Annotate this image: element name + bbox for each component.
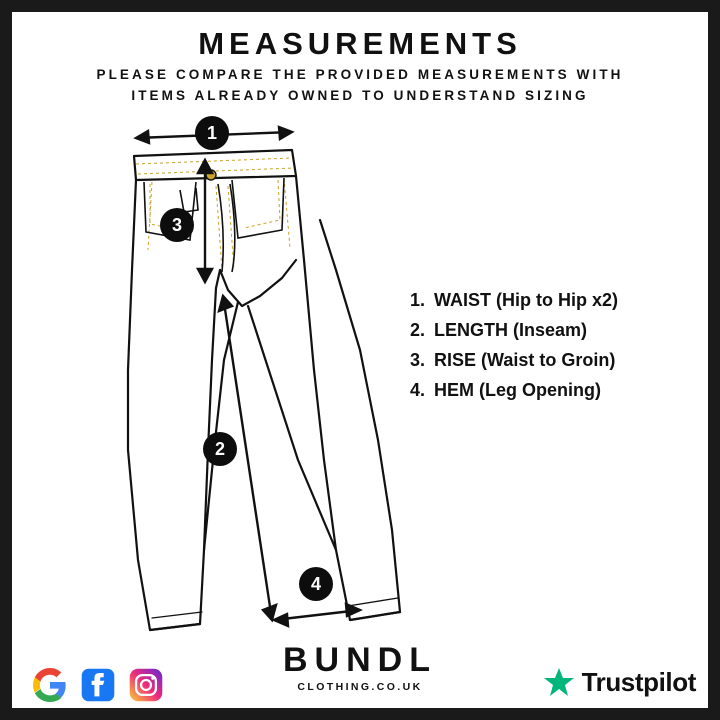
legend-label: LENGTH (Inseam) xyxy=(434,320,588,340)
instagram-icon[interactable] xyxy=(128,667,164,703)
brand-domain: CLOTHING.CO.UK xyxy=(297,681,423,693)
legend-item-waist xyxy=(404,290,694,311)
facebook-icon[interactable] xyxy=(80,667,116,703)
brand-logo xyxy=(260,642,460,693)
marker-length: 2 xyxy=(203,432,237,466)
legend-item-length xyxy=(404,320,694,341)
legend-number: 2. xyxy=(409,320,425,340)
hem-dimension-arrow xyxy=(274,604,360,626)
marker-waist: 1 xyxy=(195,116,229,150)
brand-name: BUNDL xyxy=(283,641,437,679)
legend-number: 3. xyxy=(409,350,425,370)
google-icon[interactable] xyxy=(32,667,68,703)
subtitle-line-2: ITEMS ALREADY OWNED TO UNDERSTAND SIZING xyxy=(131,88,589,103)
jeans-diagram xyxy=(92,120,412,640)
trustpilot-star-icon xyxy=(543,666,575,698)
marker-hem: 4 xyxy=(299,567,333,601)
legend-label: WAIST (Hip to Hip x2) xyxy=(434,290,618,310)
legend-label: HEM (Leg Opening) xyxy=(434,380,601,400)
social-links xyxy=(32,667,164,703)
poster-canvas xyxy=(12,12,708,708)
legend-item-hem xyxy=(404,380,694,401)
legend-label: RISE (Waist to Groin) xyxy=(434,350,616,370)
legend-item-rise xyxy=(404,350,694,371)
measurement-legend xyxy=(404,290,694,410)
legend-number: 1. xyxy=(409,290,425,310)
legend-number: 4. xyxy=(409,380,425,400)
marker-rise: 3 xyxy=(160,208,194,242)
page-title: MEASUREMENTS xyxy=(198,26,522,61)
trustpilot-badge[interactable] xyxy=(543,666,696,698)
subtitle-line-1: PLEASE COMPARE THE PROVIDED MEASUREMENTS WITH xyxy=(96,67,624,82)
trustpilot-label: Trustpilot xyxy=(581,666,696,697)
page-subtitle xyxy=(60,64,660,106)
